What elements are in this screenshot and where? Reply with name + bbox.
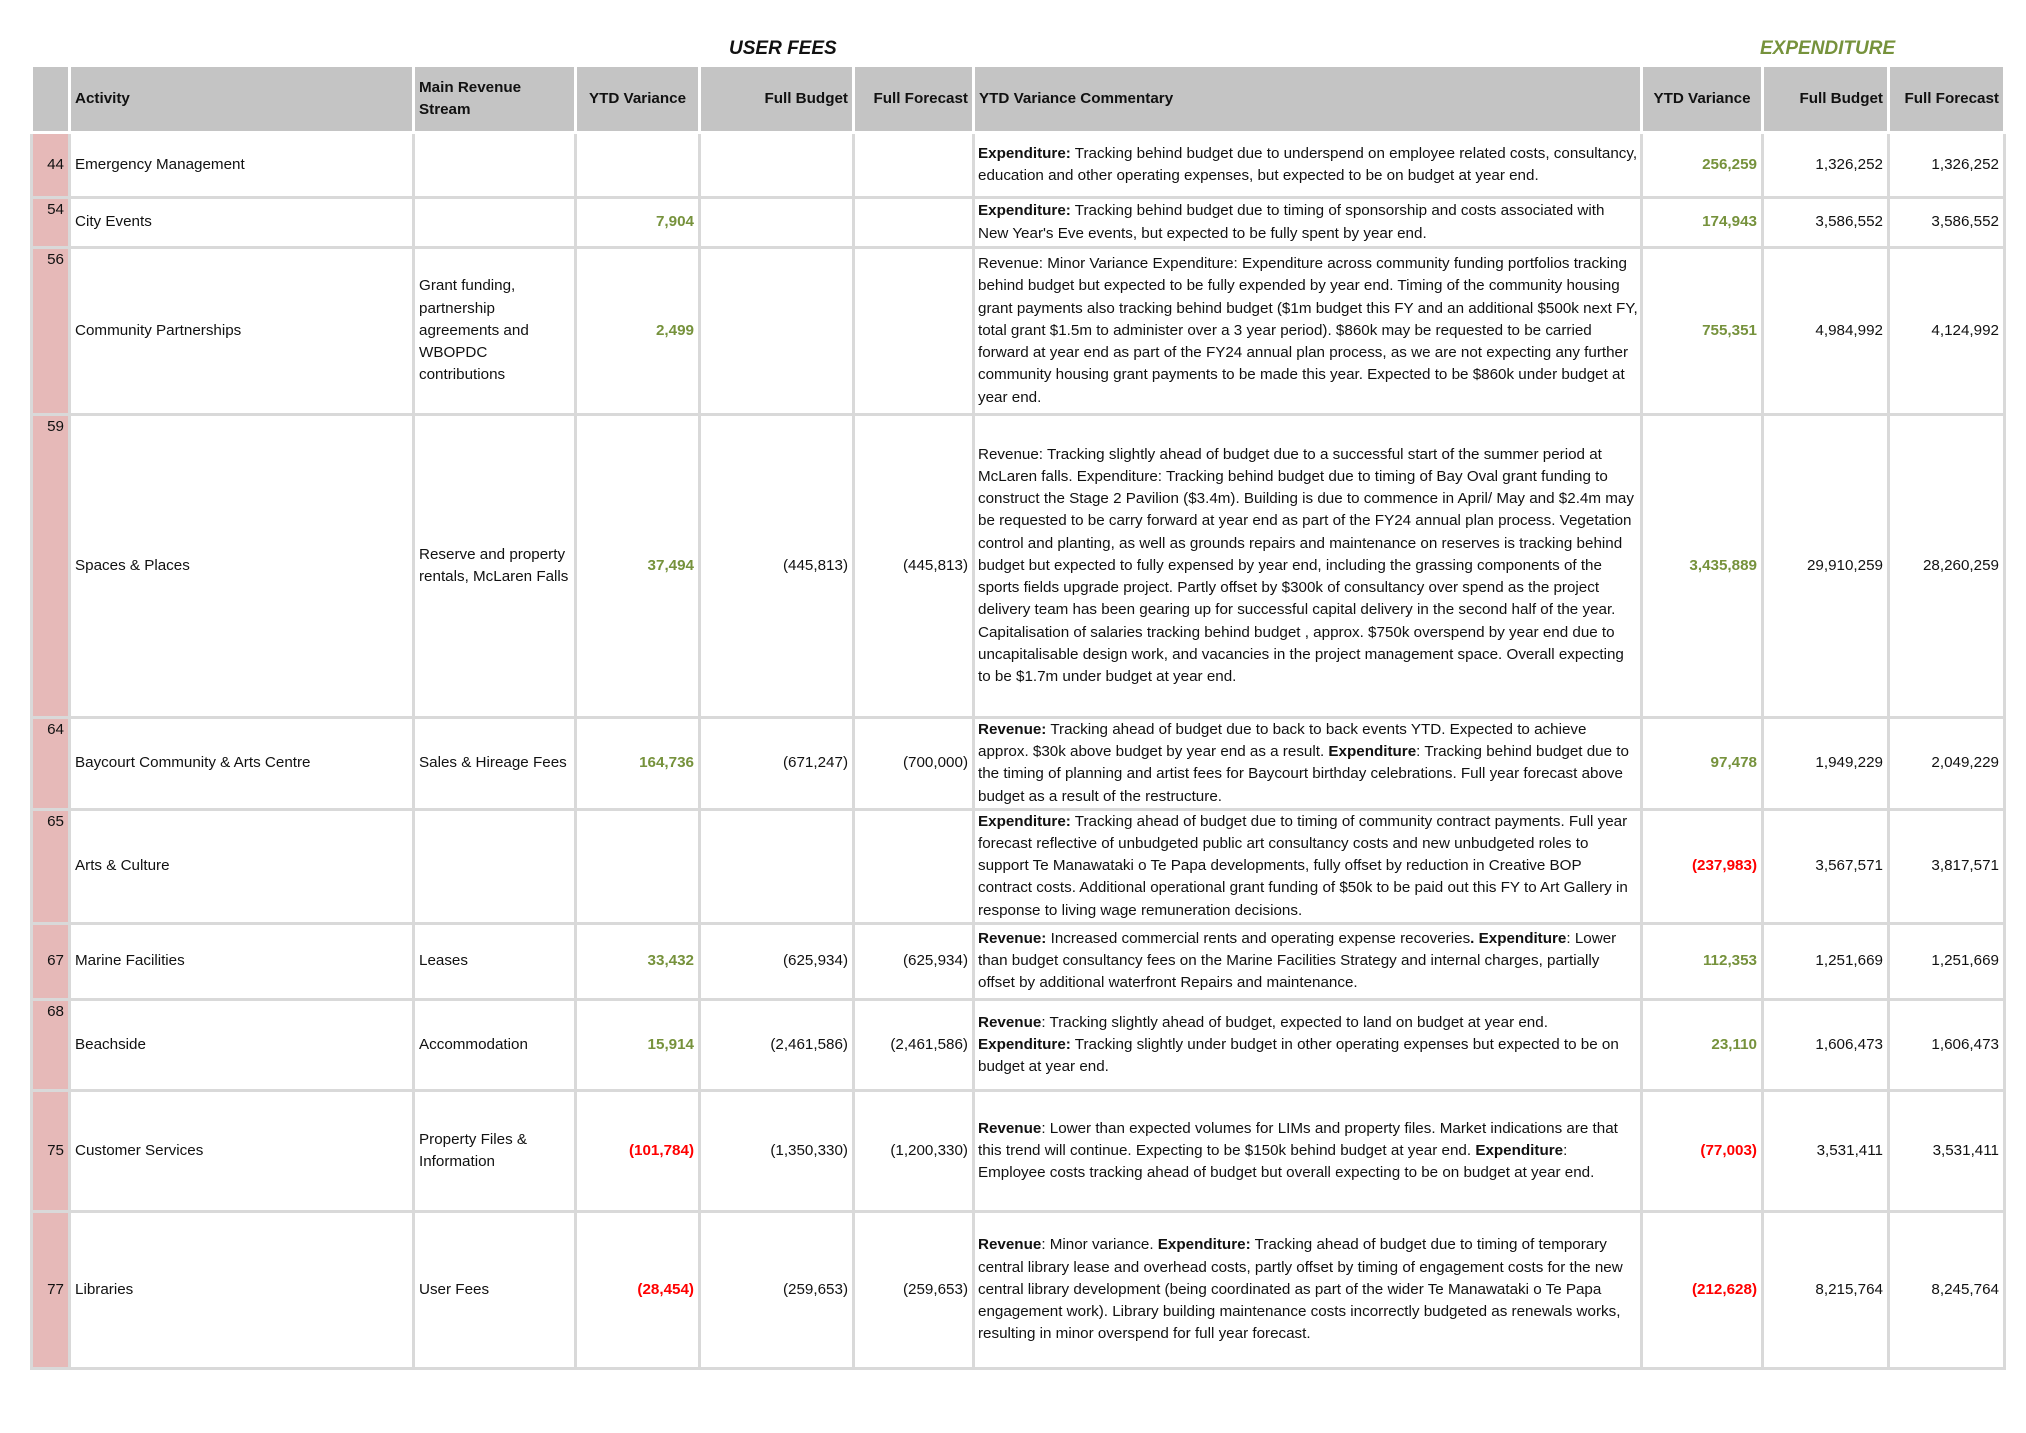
exp-ytd-variance-cell: 174,943	[1642, 198, 1763, 248]
full-budget-cell	[700, 809, 854, 923]
commentary-label: . Expenditure	[1470, 930, 1567, 948]
commentary-text: Tracking ahead of budget due to timing of community contract payments. Full year forecast reflective of unbudgeted public art consultancy costs and new unbudgeted roles to support Te Manawataki o Te Papa developments, fully offset by reduction in Creative BOP contract costs. Additional operational grant funding of $50k to be paid out this FY to Art Gallery in response to living wage remuneration decisions.	[978, 812, 1628, 919]
header-exp-full-budget: Full Budget	[1763, 66, 1889, 133]
row-number: 59	[32, 415, 70, 718]
commentary-label: Expenditure	[1475, 1141, 1564, 1159]
revenue-stream-cell: Leases	[414, 923, 576, 999]
commentary-cell	[974, 999, 1642, 1090]
full-forecast-cell	[854, 809, 974, 923]
commentary-label: Expenditure:	[978, 1035, 1071, 1053]
commentary-label: Expenditure	[1328, 743, 1417, 761]
row-number: 68	[32, 999, 70, 1090]
full-forecast-cell: (625,934)	[854, 923, 974, 999]
ytd-variance-cell: 7,904	[576, 198, 700, 248]
row-number: 44	[32, 133, 70, 198]
table-row	[32, 415, 2005, 718]
commentary-label: Expenditure:	[978, 812, 1071, 830]
table-row	[32, 999, 2005, 1090]
exp-full-forecast-cell: 8,245,764	[1889, 1211, 2005, 1368]
ytd-variance-cell: 33,432	[576, 923, 700, 999]
table-body	[32, 133, 2005, 1369]
row-number: 77	[32, 1211, 70, 1368]
commentary-cell	[974, 923, 1642, 999]
commentary-cell	[974, 133, 1642, 198]
variance-table	[30, 64, 2006, 1370]
commentary-label: Revenue:	[978, 930, 1047, 948]
exp-full-budget-cell: 1,326,252	[1763, 133, 1889, 198]
full-budget-cell: (259,653)	[700, 1211, 854, 1368]
commentary-cell	[974, 1211, 1642, 1368]
commentary-label: Revenue	[978, 1013, 1042, 1031]
exp-ytd-variance-cell: 112,353	[1642, 923, 1763, 999]
commentary-cell	[974, 415, 1642, 718]
header-ytd-variance: YTD Variance	[576, 66, 700, 133]
full-budget-cell: (445,813)	[700, 415, 854, 718]
commentary-text: : Lower than expected volumes for LIMs and property files. Market indications are that this trend will continue. Expecting to be $150k behind budget at year end.	[978, 1119, 1618, 1159]
exp-full-forecast-cell: 1,251,669	[1889, 923, 2005, 999]
revenue-stream-cell: Reserve and property rentals, McLaren Falls	[414, 415, 576, 718]
activity-cell: Beachside	[70, 999, 414, 1090]
commentary-text: Tracking ahead of budget due to back to back events YTD. Expected to achieve approx. $30k above budget by year end as a result.	[978, 721, 1587, 761]
full-forecast-cell: (445,813)	[854, 415, 974, 718]
activity-cell: Arts & Culture	[70, 809, 414, 923]
full-budget-cell: (1,350,330)	[700, 1090, 854, 1211]
table-row	[32, 1090, 2005, 1211]
commentary-text: : Tracking behind budget due to the timing of planning and artist fees for Baycourt birthday celebrations. Full year forecast above budget as a result of the restructure.	[978, 743, 1629, 805]
table-row	[32, 248, 2005, 415]
exp-full-forecast-cell: 3,817,571	[1889, 809, 2005, 923]
header-activity: Activity	[70, 66, 414, 133]
activity-cell: City Events	[70, 198, 414, 248]
full-budget-cell: (2,461,586)	[700, 999, 854, 1090]
full-budget-cell	[700, 198, 854, 248]
commentary-text: Tracking ahead of budget due to timing of temporary central library lease and overhead costs, partly offset by timing of engagement costs for the new central library development (being coordinated as part of the wider Te Manawataki o Te Papa engagement work). Library building maintenance costs incorrectly budgeted as renewals works, resulting in minor overspend for full year forecast.	[978, 1236, 1623, 1343]
ytd-variance-cell: 2,499	[576, 248, 700, 415]
commentary-text: Tracking behind budget due to underspend on employee related costs, consultancy, education and other operating expenses, but expected to be on budget at year end.	[978, 144, 1638, 184]
commentary-label: Revenue:	[978, 721, 1047, 738]
exp-full-forecast-cell: 3,586,552	[1889, 198, 2005, 248]
activity-cell: Customer Services	[70, 1090, 414, 1211]
table-row	[32, 1211, 2005, 1368]
activity-cell: Spaces & Places	[70, 415, 414, 718]
full-budget-cell: (625,934)	[700, 923, 854, 999]
table-row	[32, 198, 2005, 248]
full-forecast-cell: (1,200,330)	[854, 1090, 974, 1211]
exp-full-budget-cell: 4,984,992	[1763, 248, 1889, 415]
header-main-revenue-stream: Main Revenue Stream	[414, 66, 576, 133]
exp-full-forecast-cell: 1,326,252	[1889, 133, 2005, 198]
exp-ytd-variance-cell: (77,003)	[1642, 1090, 1763, 1211]
exp-ytd-variance-cell: 97,478	[1642, 718, 1763, 810]
user-fees-heading: USER FEES	[729, 38, 837, 59]
revenue-stream-cell	[414, 198, 576, 248]
commentary-label: Expenditure:	[978, 202, 1071, 220]
exp-full-budget-cell: 3,567,571	[1763, 809, 1889, 923]
exp-full-budget-cell: 1,606,473	[1763, 999, 1889, 1090]
commentary-text: Revenue: Minor Variance Expenditure: Expenditure across community funding portfolios tracking behind budget but expected to be fully expended by year end. Timing of the community housing grant payments also tracking behind budget ($1m budget this FY and an additional $500k next FY, total grant $1.5m to administer over a 3 year period). $860k may be requested to be carried forward at year end as part of the FY24 annual plan process, as we are not expecting any further community housing grant payments to be made this year. Expected to be $860k under budget at year end.	[978, 255, 1638, 406]
revenue-stream-cell	[414, 809, 576, 923]
commentary-cell	[974, 718, 1642, 810]
exp-ytd-variance-cell: (212,628)	[1642, 1211, 1763, 1368]
revenue-stream-cell: Sales & Hireage Fees	[414, 718, 576, 810]
exp-full-forecast-cell: 2,049,229	[1889, 718, 2005, 810]
commentary-text: : Employee costs tracking ahead of budget but overall expecting to be on budget at year end.	[978, 1141, 1595, 1181]
commentary-label: Revenue	[978, 1236, 1042, 1254]
table-row	[32, 133, 2005, 198]
ytd-variance-cell: (101,784)	[576, 1090, 700, 1211]
full-forecast-cell: (2,461,586)	[854, 999, 974, 1090]
exp-ytd-variance-cell: 755,351	[1642, 248, 1763, 415]
full-forecast-cell: (700,000)	[854, 718, 974, 810]
activity-cell: Community Partnerships	[70, 248, 414, 415]
exp-full-budget-cell: 29,910,259	[1763, 415, 1889, 718]
exp-full-forecast-cell: 3,531,411	[1889, 1090, 2005, 1211]
row-number: 67	[32, 923, 70, 999]
commentary-cell	[974, 198, 1642, 248]
expenditure-heading: EXPENDITURE	[1760, 38, 1896, 59]
exp-ytd-variance-cell: (237,983)	[1642, 809, 1763, 923]
ytd-variance-cell: (28,454)	[576, 1211, 700, 1368]
commentary-text: Increased commercial rents and operating expense recoveries	[1046, 930, 1471, 948]
commentary-label: Expenditure:	[978, 144, 1071, 162]
exp-full-budget-cell: 1,949,229	[1763, 718, 1889, 810]
revenue-stream-cell: Accommodation	[414, 999, 576, 1090]
exp-full-budget-cell: 3,531,411	[1763, 1090, 1889, 1211]
row-number: 75	[32, 1090, 70, 1211]
header-ytd-variance-commentary: YTD Variance Commentary	[974, 66, 1642, 133]
full-budget-cell	[700, 248, 854, 415]
commentary-cell	[974, 809, 1642, 923]
activity-cell: Baycourt Community & Arts Centre	[70, 718, 414, 810]
exp-full-forecast-cell: 4,124,992	[1889, 248, 2005, 415]
commentary-cell	[974, 1090, 1642, 1211]
full-forecast-cell	[854, 198, 974, 248]
table-header-row	[32, 66, 2005, 133]
exp-full-forecast-cell: 1,606,473	[1889, 999, 2005, 1090]
table-row	[32, 718, 2005, 810]
commentary-text: : Tracking slightly ahead of budget, expected to land on budget at year end.	[1041, 1013, 1548, 1031]
ytd-variance-cell: 164,736	[576, 718, 700, 810]
full-forecast-cell	[854, 248, 974, 415]
commentary-text: Tracking slightly under budget in other operating expenses but expected to be on budget at year end.	[978, 1035, 1619, 1075]
exp-ytd-variance-cell: 3,435,889	[1642, 415, 1763, 718]
revenue-stream-cell	[414, 133, 576, 198]
full-forecast-cell	[854, 133, 974, 198]
activity-cell: Emergency Management	[70, 133, 414, 198]
activity-cell: Libraries	[70, 1211, 414, 1368]
ytd-variance-cell: 15,914	[576, 999, 700, 1090]
exp-full-budget-cell: 1,251,669	[1763, 923, 1889, 999]
exp-ytd-variance-cell: 256,259	[1642, 133, 1763, 198]
commentary-text: : Lower than budget consultancy fees on the Marine Facilities Strategy and internal charges, partially offset by additional waterfront Repairs and maintenance.	[978, 930, 1617, 992]
header-row-number	[32, 66, 70, 133]
header-full-forecast: Full Forecast	[854, 66, 974, 133]
exp-full-forecast-cell: 28,260,259	[1889, 415, 2005, 718]
full-budget-cell: (671,247)	[700, 718, 854, 810]
row-number: 65	[32, 809, 70, 923]
header-exp-ytd-variance: YTD Variance	[1642, 66, 1763, 133]
ytd-variance-cell: 37,494	[576, 415, 700, 718]
commentary-text: Revenue: Tracking slightly ahead of budget due to a successful start of the summer period at McLaren falls. Expenditure: Tracking behind budget due to timing of Bay Oval grant funding to construct the Stage 2 Pavilion ($3.4m). Building is due to commence in April/ May and $2.4m may be requested to be carry forward at year end as part of the FY24 annual plan process. Vegetation control and planting, as well as grounds repairs and maintenance on reserves is tracking behind budget but expected to fully expensed by year end, including the grassing components of the sports fields upgrade project. Partly offset by $300k of consultancy over spend as the project delivery team has been gearing up for successful capital delivery in the second half of the year. Capitalisation of salaries tracking behind budget , approx. $750k overspend by year end due to uncapitalisable design work, and vacancies in the project management space. Overall expecting to be $1.7m under budget at year end.	[978, 445, 1634, 685]
exp-ytd-variance-cell: 23,110	[1642, 999, 1763, 1090]
revenue-stream-cell: Grant funding, partnership agreements and WBOPDC contributions	[414, 248, 576, 415]
commentary-text: Tracking behind budget due to timing of sponsorship and costs associated with New Year's Eve events, but expected to be fully spent by year end.	[978, 202, 1605, 242]
row-number: 64	[32, 718, 70, 810]
full-budget-cell	[700, 133, 854, 198]
table-row	[32, 809, 2005, 923]
commentary-cell	[974, 248, 1642, 415]
exp-full-budget-cell: 3,586,552	[1763, 198, 1889, 248]
ytd-variance-cell	[576, 133, 700, 198]
commentary-text: : Minor variance.	[1041, 1236, 1158, 1254]
row-number: 56	[32, 248, 70, 415]
table-row	[32, 923, 2005, 999]
header-exp-full-forecast: Full Forecast	[1889, 66, 2005, 133]
activity-cell: Marine Facilities	[70, 923, 414, 999]
row-number: 54	[32, 198, 70, 248]
exp-full-budget-cell: 8,215,764	[1763, 1211, 1889, 1368]
full-forecast-cell: (259,653)	[854, 1211, 974, 1368]
ytd-variance-cell	[576, 809, 700, 923]
revenue-stream-cell: Property Files & Information	[414, 1090, 576, 1211]
commentary-label: Revenue	[978, 1119, 1042, 1137]
commentary-label: Expenditure:	[1157, 1236, 1251, 1254]
revenue-stream-cell: User Fees	[414, 1211, 576, 1368]
header-full-budget: Full Budget	[700, 66, 854, 133]
